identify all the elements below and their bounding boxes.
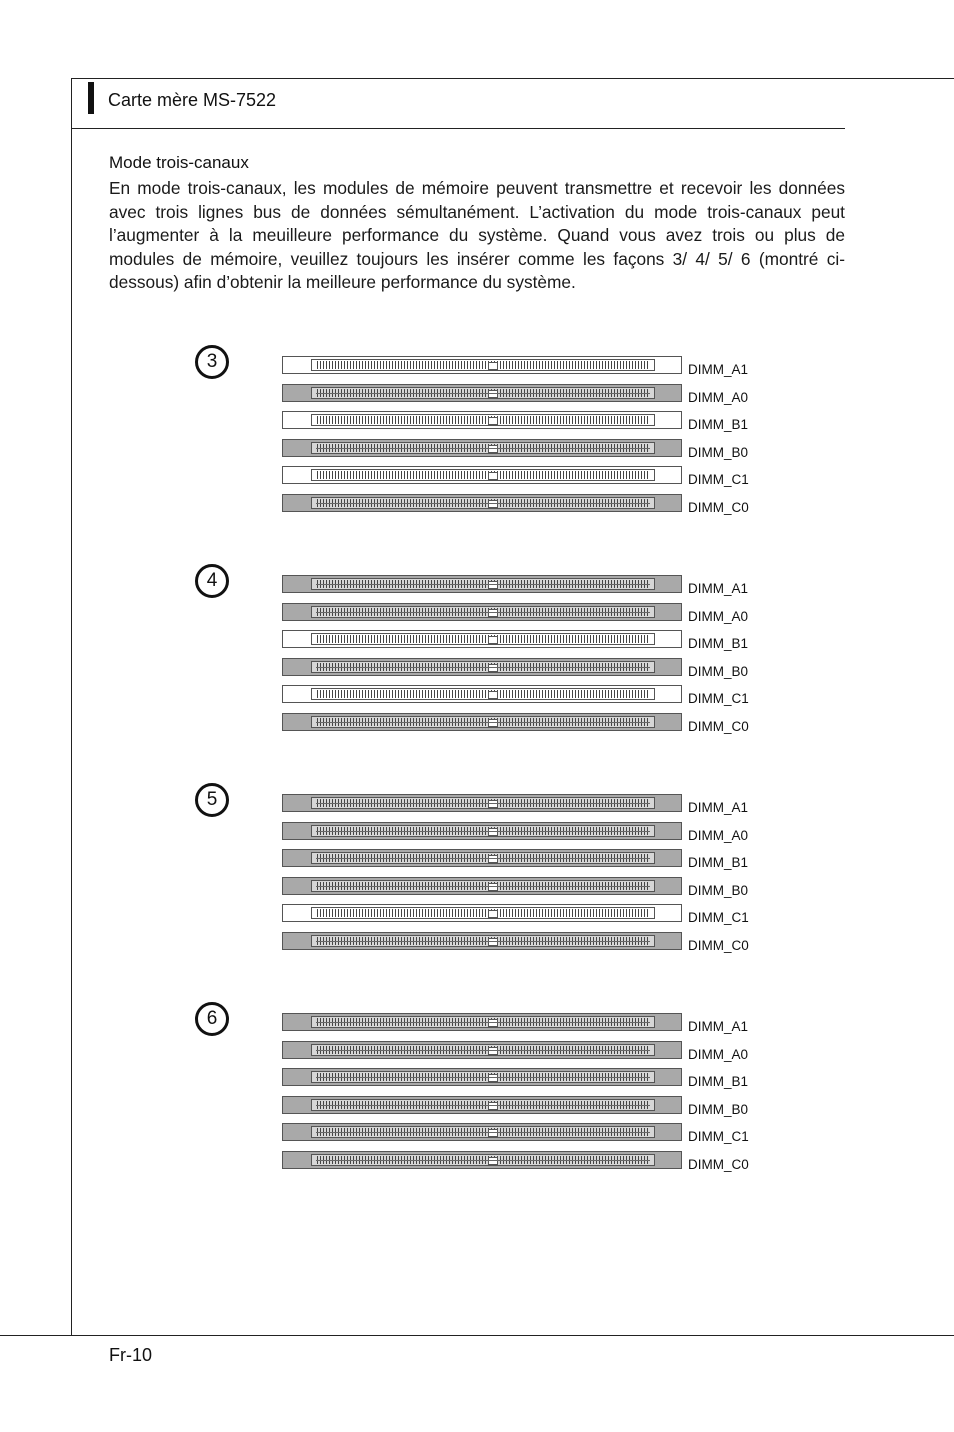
dimm-slot-connector — [311, 688, 655, 700]
dimm-slot-connector — [311, 1126, 655, 1138]
dimm-pins-top — [317, 854, 649, 858]
dimm-slot-empty — [282, 356, 682, 374]
dimm-slot-label: DIMM_C0 — [688, 937, 749, 953]
dimm-slot-key-notch — [488, 390, 498, 398]
dimm-pins-top — [317, 1128, 649, 1132]
dimm-slot-label: DIMM_C0 — [688, 499, 749, 515]
dimm-slot-key-notch — [488, 417, 498, 425]
section-title: Mode trois-canaux — [109, 153, 249, 172]
dimm-slot-key-notch — [488, 828, 498, 836]
section-body: En mode trois-canaux, les modules de mémoire peuvent transmettre et recevoir les données avec trois lignes bus de données sémultanément. L’activation du mode trois-canaux peut l’augmenter à la meuilleure performance du système. Quand vous avez trois ou plus de modules de mémoire, veuillez toujours les insérer comme les façons 3/ 4/ 5/ 6 (montré ci-dessous) afin d’obtenir la meilleure performance du système. — [109, 178, 845, 292]
dimm-slot-label: DIMM_A0 — [688, 389, 749, 405]
dimm-slot-key-notch — [488, 609, 498, 617]
config-number-badge: 5 — [195, 783, 229, 817]
dimm-pins-top — [317, 1018, 649, 1022]
dimm-slot-key-notch — [488, 636, 498, 644]
dimm-pins-bottom — [317, 503, 649, 507]
dimm-slot-key-notch — [488, 1157, 498, 1165]
dimm-slot-label: DIMM_B1 — [688, 855, 749, 870]
dimm-slot-connector — [311, 1016, 655, 1028]
dimm-pins-bottom — [317, 858, 649, 862]
dimm-slot-connector — [311, 797, 655, 809]
dimm-pins-bottom — [317, 1105, 649, 1109]
dimm-pins-bottom — [317, 694, 649, 698]
dimm-slot-connector — [311, 1071, 655, 1083]
dimm-slot-connector — [311, 414, 655, 426]
dimm-slot-key-notch — [488, 855, 498, 863]
dimm-pins-top — [317, 608, 649, 612]
dimm-pins-bottom — [317, 365, 649, 369]
dimm-slot-connector — [311, 469, 655, 481]
dimm-slot-label: DIMM_C1 — [688, 472, 749, 487]
dimm-slot-empty — [282, 411, 682, 429]
dimm-slot-label: DIMM_C1 — [688, 910, 749, 925]
dimm-pins-bottom — [317, 612, 649, 616]
dimm-slot-installed — [282, 794, 682, 812]
dimm-slot-label: DIMM_C0 — [688, 718, 749, 734]
dimm-slot-connector — [311, 497, 655, 509]
dimm-slot-installed — [282, 1096, 682, 1114]
dimm-slot-key-notch — [488, 1102, 498, 1110]
dimm-pins-bottom — [317, 667, 649, 671]
dimm-slot-key-notch — [488, 500, 498, 508]
dimm-pins-bottom — [317, 1160, 649, 1164]
dimm-pins-top — [317, 663, 649, 667]
dimm-pins-bottom — [317, 1022, 649, 1026]
dimm-slot-installed — [282, 658, 682, 676]
dimm-pins-top — [317, 1156, 649, 1160]
dimm-slot-empty — [282, 466, 682, 484]
dimm-pins-top — [317, 1101, 649, 1105]
dimm-slot-key-notch — [488, 664, 498, 672]
config-number-badge: 6 — [195, 1002, 229, 1036]
config-number-badge: 4 — [195, 564, 229, 598]
dimm-pins-top — [317, 389, 649, 393]
dimm-slot-label: DIMM_A1 — [688, 362, 749, 377]
dimm-pins-top — [317, 718, 649, 722]
dimm-pins-bottom — [317, 475, 649, 479]
dimm-slot-key-notch — [488, 362, 498, 370]
dimm-slot-connector — [311, 606, 655, 618]
dimm-slot-label: DIMM_A1 — [688, 800, 749, 815]
dimm-pins-top — [317, 827, 649, 831]
config-number-badge: 3 — [195, 345, 229, 379]
dimm-pins-top — [317, 499, 649, 503]
dimm-slot-installed — [282, 603, 682, 621]
dimm-slot-connector — [311, 661, 655, 673]
dimm-slot-installed — [282, 1013, 682, 1031]
dimm-slot-key-notch — [488, 691, 498, 699]
dimm-slot-installed — [282, 849, 682, 867]
dimm-pins-bottom — [317, 584, 649, 588]
dimm-pins-bottom — [317, 831, 649, 835]
dimm-config-4 — [0, 564, 954, 764]
dimm-slot-label: DIMM_B0 — [688, 663, 749, 679]
page-frame-top — [71, 78, 954, 79]
dimm-slot-installed — [282, 932, 682, 950]
dimm-pins-bottom — [317, 639, 649, 643]
dimm-slot-connector — [311, 1099, 655, 1111]
dimm-config-5 — [0, 783, 954, 983]
dimm-pins-bottom — [317, 886, 649, 890]
dimm-pins-bottom — [317, 393, 649, 397]
dimm-slot-key-notch — [488, 800, 498, 808]
dimm-slot-key-notch — [488, 581, 498, 589]
dimm-slot-connector — [311, 633, 655, 645]
dimm-slot-connector — [311, 442, 655, 454]
dimm-slot-key-notch — [488, 1074, 498, 1082]
dimm-slot-label: DIMM_B1 — [688, 417, 749, 432]
dimm-slot-label: DIMM_A0 — [688, 827, 749, 843]
dimm-slot-key-notch — [488, 910, 498, 918]
dimm-pins-top — [317, 937, 649, 941]
dimm-slot-installed — [282, 384, 682, 402]
dimm-slot-installed — [282, 439, 682, 457]
page-number: Fr-10 — [109, 1345, 153, 1365]
dimm-pins-top — [317, 799, 649, 803]
dimm-pins-bottom — [317, 1050, 649, 1054]
dimm-slot-key-notch — [488, 719, 498, 727]
dimm-slot-label: DIMM_C1 — [688, 691, 749, 706]
dimm-pins-top — [317, 1046, 649, 1050]
dimm-slot-label: DIMM_C0 — [688, 1156, 749, 1172]
header-divider — [71, 128, 845, 129]
dimm-slot-label: DIMM_B0 — [688, 882, 749, 898]
dimm-slot-connector — [311, 359, 655, 371]
dimm-slot-key-notch — [488, 938, 498, 946]
header-marker-bar — [88, 82, 94, 114]
dimm-pins-top — [317, 580, 649, 584]
dimm-slot-connector — [311, 716, 655, 728]
dimm-slot-installed — [282, 494, 682, 512]
dimm-slot-installed — [282, 1151, 682, 1169]
dimm-slot-installed — [282, 713, 682, 731]
dimm-slot-connector — [311, 880, 655, 892]
dimm-slot-label: DIMM_B1 — [688, 1074, 749, 1089]
dimm-pins-bottom — [317, 803, 649, 807]
header-title: Carte mère MS-7522 — [108, 90, 277, 110]
dimm-slot-connector — [311, 935, 655, 947]
dimm-slot-key-notch — [488, 1019, 498, 1027]
dimm-pins-top — [317, 882, 649, 886]
dimm-slot-key-notch — [488, 1129, 498, 1137]
dimm-slot-label: DIMM_A0 — [688, 608, 749, 624]
dimm-slot-installed — [282, 822, 682, 840]
dimm-pins-top — [317, 1073, 649, 1077]
dimm-slot-key-notch — [488, 1047, 498, 1055]
dimm-pins-bottom — [317, 913, 649, 917]
dimm-slot-connector — [311, 578, 655, 590]
dimm-slot-installed — [282, 1068, 682, 1086]
dimm-slot-label: DIMM_A0 — [688, 1046, 749, 1062]
footer-divider — [0, 1335, 954, 1336]
dimm-slot-empty — [282, 685, 682, 703]
dimm-slot-installed — [282, 575, 682, 593]
dimm-slot-empty — [282, 630, 682, 648]
dimm-slot-label: DIMM_B0 — [688, 444, 749, 460]
dimm-slot-installed — [282, 1041, 682, 1059]
dimm-slot-label: DIMM_A1 — [688, 581, 749, 596]
dimm-pins-bottom — [317, 448, 649, 452]
dimm-slot-key-notch — [488, 883, 498, 891]
dimm-slot-connector — [311, 1154, 655, 1166]
dimm-slot-connector — [311, 852, 655, 864]
dimm-slot-installed — [282, 1123, 682, 1141]
dimm-slot-connector — [311, 907, 655, 919]
dimm-slot-label: DIMM_B0 — [688, 1101, 749, 1117]
dimm-slot-label: DIMM_C1 — [688, 1129, 749, 1144]
dimm-slot-connector — [311, 387, 655, 399]
dimm-slot-connector — [311, 1044, 655, 1056]
dimm-pins-bottom — [317, 1077, 649, 1081]
dimm-slot-label: DIMM_A1 — [688, 1019, 749, 1034]
dimm-slot-installed — [282, 877, 682, 895]
dimm-pins-bottom — [317, 1132, 649, 1136]
dimm-config-6 — [0, 1002, 954, 1202]
dimm-pins-bottom — [317, 722, 649, 726]
dimm-slot-connector — [311, 825, 655, 837]
dimm-slot-label: DIMM_B1 — [688, 636, 749, 651]
dimm-pins-bottom — [317, 941, 649, 945]
dimm-pins-bottom — [317, 420, 649, 424]
dimm-config-3 — [0, 345, 954, 545]
dimm-slot-empty — [282, 904, 682, 922]
dimm-slot-key-notch — [488, 472, 498, 480]
dimm-slot-key-notch — [488, 445, 498, 453]
dimm-pins-top — [317, 444, 649, 448]
